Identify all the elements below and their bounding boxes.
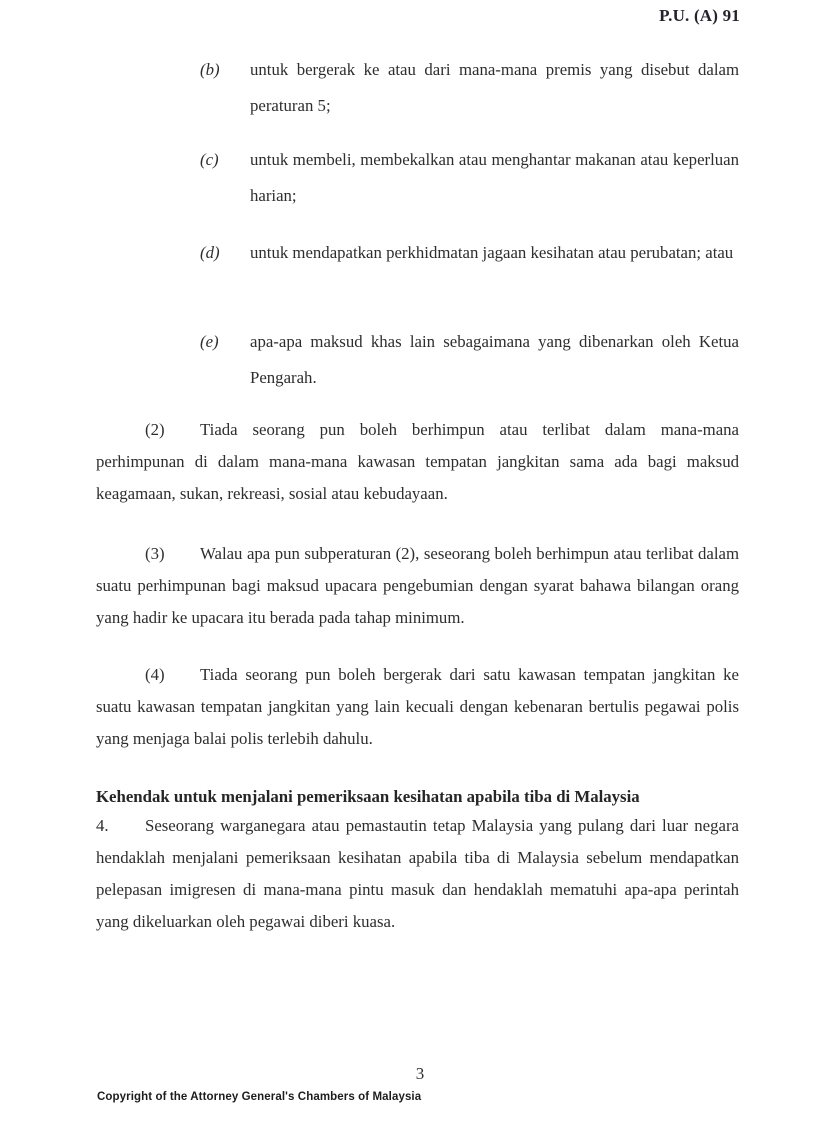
paragraph-4 bbox=[96, 659, 739, 755]
paragraph-text: Walau apa pun subperaturan (2), seseorang boleh berhimpun atau terlibat dalam suatu perhimpunan bagi maksud upacara pengebumian dengan syarat bahawa bilangan orang yang hadir ke upacara itu berada pada tahap minimum. bbox=[96, 544, 739, 627]
list-item-label: (e) bbox=[200, 332, 219, 351]
paragraph-number: (4) bbox=[145, 665, 165, 684]
list-item-text: untuk bergerak ke atau dari mana-mana premis yang disebut dalam peraturan 5; bbox=[250, 60, 739, 115]
list-item-text: untuk membeli, membekalkan atau menghantar makanan atau keperluan harian; bbox=[250, 150, 739, 205]
list-item-c bbox=[96, 142, 739, 214]
section-number: 4. bbox=[96, 816, 109, 835]
list-item-b bbox=[96, 52, 739, 124]
copyright-footer: Copyright of the Attorney General's Chambers of Malaysia bbox=[97, 1091, 422, 1103]
document-number: P.U. (A) 91 bbox=[659, 6, 740, 25]
page-number: 3 bbox=[415, 1064, 425, 1083]
paragraph-text: Tiada seorang pun boleh berhimpun atau terlibat dalam mana-mana perhimpunan di dalam mana-mana kawasan tempatan jangkitan sama ada bagi maksud keagamaan, sukan, rekreasi, sosial atau kebudayaan. bbox=[96, 420, 739, 503]
paragraph-2 bbox=[96, 414, 739, 510]
list-item-label: (b) bbox=[200, 60, 220, 79]
list-item-text: apa-apa maksud khas lain sebagaimana yang dibenarkan oleh Ketua Pengarah. bbox=[250, 332, 739, 387]
list-item-d bbox=[96, 235, 739, 271]
list-item-text: untuk mendapatkan perkhidmatan jagaan kesihatan atau perubatan; atau bbox=[250, 243, 734, 262]
list-item-label: (d) bbox=[200, 243, 220, 262]
section-4-paragraph bbox=[96, 810, 739, 938]
paragraph-3 bbox=[96, 538, 739, 634]
paragraph-text: Tiada seorang pun boleh bergerak dari satu kawasan tempatan jangkitan ke suatu kawasan tempatan jangkitan yang lain kecuali dengan kebenaran bertulis pegawai polis yang menjaga balai polis terlebih dahulu. bbox=[96, 665, 739, 748]
paragraph-number: (3) bbox=[145, 544, 165, 563]
list-item-label: (c) bbox=[200, 150, 219, 169]
section-heading: Kehendak untuk menjalani pemeriksaan kesihatan apabila tiba di Malaysia bbox=[96, 787, 640, 806]
list-item-e bbox=[96, 324, 739, 396]
section-text: Seseorang warganegara atau pemastautin tetap Malaysia yang pulang dari luar negara hendaklah menjalani pemeriksaan kesihatan apabila tiba di Malaysia sebelum mendapatkan pelepasan imigresen di mana-mana pintu masuk dan hendaklah mematuhi apa-apa perintah yang dikeluarkan oleh pegawai diberi kuasa. bbox=[96, 816, 739, 931]
paragraph-number: (2) bbox=[145, 420, 165, 439]
